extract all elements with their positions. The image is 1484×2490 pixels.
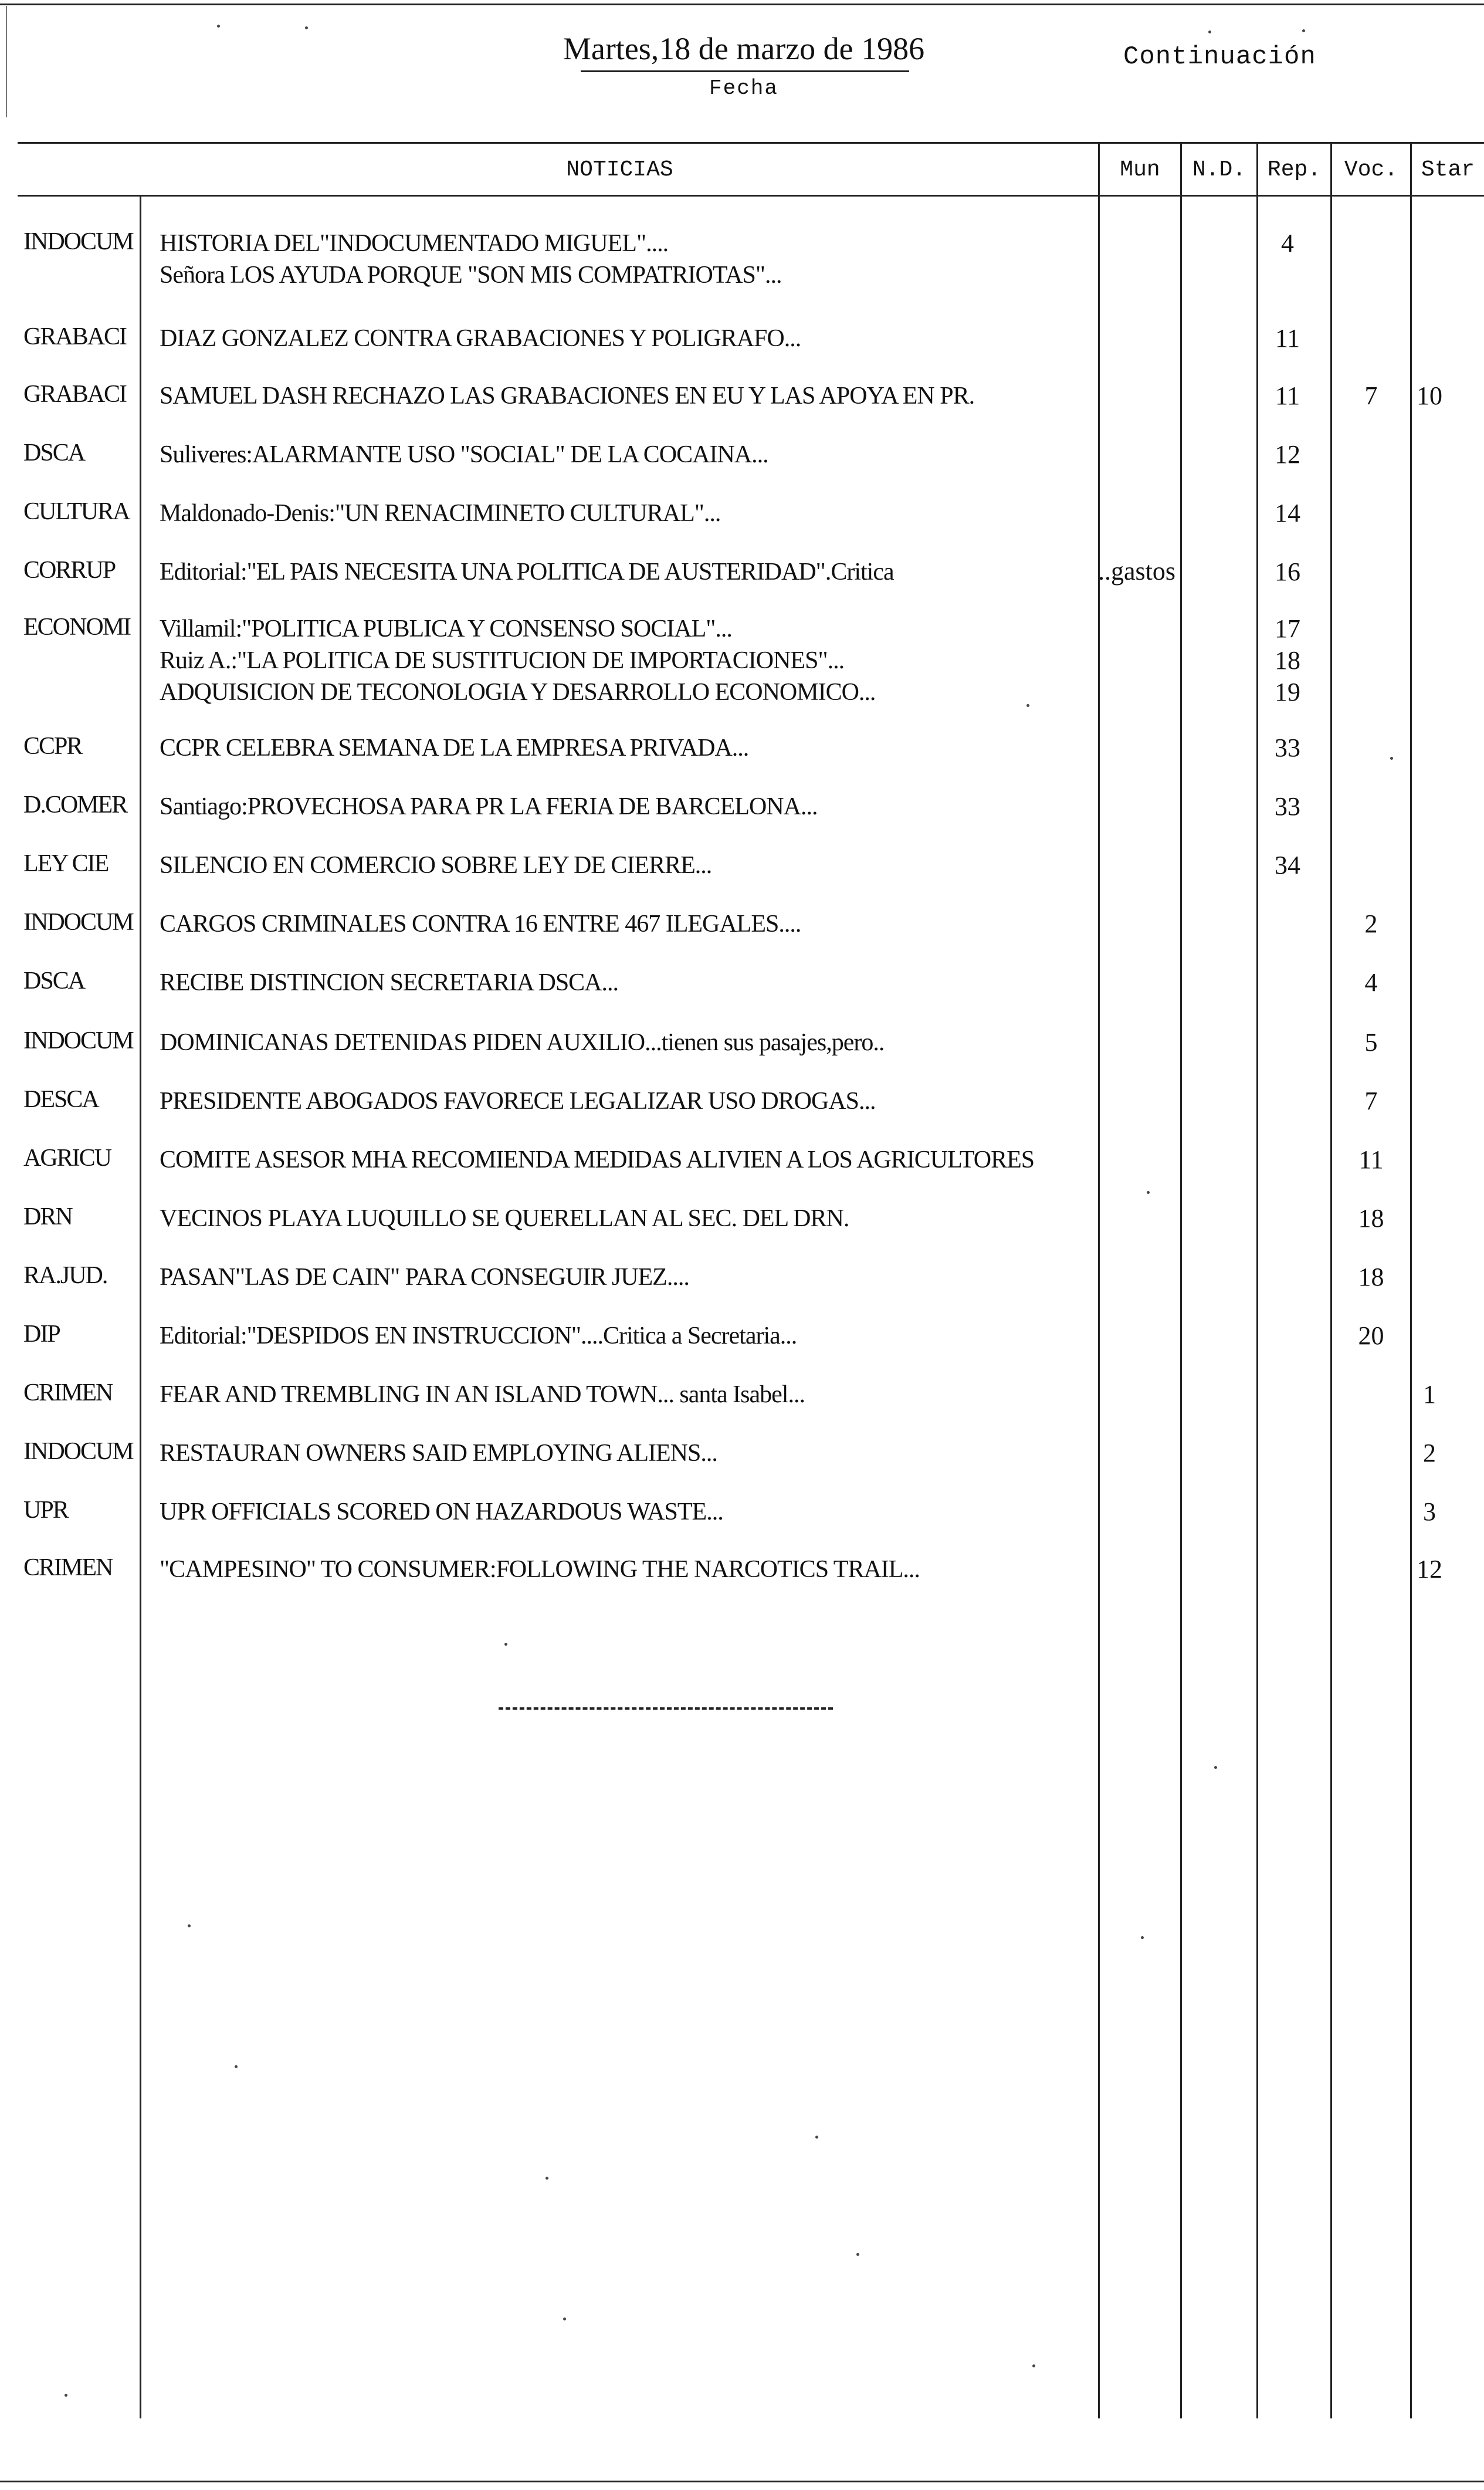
row-headline bbox=[160, 1203, 1098, 1234]
rep-page-number: 12 bbox=[1275, 440, 1300, 469]
rep-page-number: 11 bbox=[1275, 381, 1300, 410]
row-headline bbox=[160, 1379, 1098, 1410]
row-headline bbox=[160, 1144, 1098, 1176]
row-category: INDOCUM bbox=[23, 909, 133, 936]
row-category: DSCA bbox=[23, 967, 85, 994]
row-category: D.COMER bbox=[23, 791, 127, 818]
voc-page: 5 bbox=[1364, 1028, 1378, 1057]
rep-page bbox=[1258, 228, 1317, 259]
voc-column-header: Voc. bbox=[1344, 157, 1398, 182]
headline-line: COMITE ASESOR MHA RECOMIENDA MEDIDAS ALIVIEN A LOS AGRICULTORES bbox=[160, 1146, 1035, 1173]
star-page: 1 bbox=[1423, 1380, 1436, 1409]
row-headline bbox=[160, 908, 1098, 940]
nd-column-header: N.D. bbox=[1192, 157, 1246, 182]
row-category: CULTURA bbox=[23, 498, 130, 525]
headline-line: RECIBE DISTINCION SECRETARIA DSCA... bbox=[160, 969, 619, 996]
headline-line: Suliveres:ALARMANTE USO "SOCIAL" DE LA COCAINA... bbox=[160, 441, 768, 468]
headline-line: DOMINICANAS DETENIDAS PIDEN AUXILIO...tienen sus pasajes,pero.. bbox=[160, 1029, 885, 1056]
headline-line: "CAMPESINO" TO CONSUMER:FOLLOWING THE NARCOTICS TRAIL... bbox=[160, 1556, 920, 1583]
rep-page-number: 34 bbox=[1275, 851, 1300, 879]
voc-page: 18 bbox=[1358, 1204, 1384, 1233]
headline-line: UPR OFFICIALS SCORED ON HAZARDOUS WASTE... bbox=[160, 1498, 723, 1525]
row-category: DESCA bbox=[23, 1086, 99, 1113]
row-category: GRABACI bbox=[23, 381, 127, 408]
rep-page-number: 33 bbox=[1275, 792, 1300, 821]
row-headline bbox=[160, 380, 1098, 412]
scan-speck bbox=[1390, 757, 1393, 760]
date-heading: Martes,18 de marzo de 1986 bbox=[563, 31, 925, 66]
headline-line: Ruiz A.:"LA POLITICA DE SUSTITUCION DE IMPORTACIONES"... bbox=[160, 647, 845, 674]
voc-page: 4 bbox=[1364, 968, 1378, 997]
row-category: INDOCUM bbox=[23, 228, 133, 255]
voc-page: 7 bbox=[1364, 381, 1378, 410]
row-headline bbox=[160, 1085, 1098, 1117]
headline-line: CCPR CELEBRA SEMANA DE LA EMPRESA PRIVADA... bbox=[160, 735, 749, 762]
rep-page bbox=[1258, 791, 1317, 823]
scan-speck bbox=[815, 2136, 818, 2139]
row-category: UPR bbox=[23, 1497, 68, 1524]
headline-line: VECINOS PLAYA LUQUILLO SE QUERELLAN AL SEC. DEL DRN. bbox=[160, 1205, 849, 1232]
headline-line: PASAN"LAS DE CAIN" PARA CONSEGUIR JUEZ.... bbox=[160, 1264, 689, 1291]
bottom-border-line bbox=[0, 2481, 1484, 2482]
row-headline bbox=[160, 1554, 1098, 1585]
scan-speck bbox=[65, 2394, 67, 2397]
scan-speck bbox=[1208, 31, 1211, 33]
left-edge-mark bbox=[6, 6, 7, 117]
star-page: 10 bbox=[1417, 381, 1442, 410]
mun-column-divider bbox=[1098, 142, 1100, 2418]
star-page: 3 bbox=[1423, 1497, 1436, 1526]
rep-page-number: 17 bbox=[1275, 614, 1300, 643]
headline-line: PRESIDENTE ABOGADOS FAVORECE LEGALIZAR USO DROGAS... bbox=[160, 1088, 876, 1115]
star-page: 2 bbox=[1423, 1439, 1436, 1467]
row-category: CRIMEN bbox=[23, 1379, 113, 1406]
row-category: CCPR bbox=[23, 733, 82, 760]
scan-speck bbox=[217, 25, 220, 28]
row-headline bbox=[160, 323, 1098, 354]
noticias-column-header: NOTICIAS bbox=[566, 157, 673, 182]
rep-page-number: 4 bbox=[1281, 229, 1294, 258]
scan-speck bbox=[504, 1643, 507, 1646]
row-category: DRN bbox=[23, 1203, 72, 1230]
headline-line: Villamil:"POLITICA PUBLICA Y CONSENSO SOCIAL"... bbox=[160, 615, 732, 642]
row-headline bbox=[160, 556, 1098, 588]
row-category: CORRUP bbox=[23, 557, 116, 584]
rep-column-divider bbox=[1256, 142, 1258, 2418]
rep-page bbox=[1258, 556, 1317, 588]
star-column-divider bbox=[1410, 142, 1412, 2418]
row-headline bbox=[160, 732, 1098, 764]
headline-line: Editorial:"EL PAIS NECESITA UNA POLITICA DE AUSTERIDAD".Critica bbox=[160, 559, 894, 586]
voc-page: 18 bbox=[1358, 1263, 1384, 1291]
nd-column-divider bbox=[1180, 142, 1182, 2418]
voc-page: 2 bbox=[1364, 909, 1378, 938]
voc-page: 7 bbox=[1364, 1087, 1378, 1115]
row-category: LEY CIE bbox=[23, 850, 109, 877]
end-dashed-rule bbox=[499, 1707, 833, 1710]
table-top-rule bbox=[18, 142, 1484, 144]
row-category: INDOCUM bbox=[23, 1438, 133, 1465]
row-headline bbox=[160, 1261, 1098, 1293]
star-page: 12 bbox=[1417, 1555, 1442, 1584]
row-headline bbox=[160, 791, 1098, 823]
headline-line: SILENCIO EN COMERCIO SOBRE LEY DE CIERRE... bbox=[160, 852, 712, 879]
continuation-note: ..gastos bbox=[1098, 557, 1175, 586]
scan-speck bbox=[856, 2253, 859, 2256]
scan-speck bbox=[1302, 29, 1305, 32]
scan-speck bbox=[1214, 1766, 1217, 1769]
row-headline bbox=[160, 1027, 1098, 1058]
scan-speck bbox=[1147, 1191, 1150, 1194]
voc-page: 11 bbox=[1358, 1145, 1384, 1174]
headline-line: Editorial:"DESPIDOS EN INSTRUCCION"....Critica a Secretaria... bbox=[160, 1322, 797, 1349]
rep-column-header: Rep. bbox=[1267, 157, 1322, 182]
scan-speck bbox=[1141, 1936, 1144, 1939]
scan-speck bbox=[305, 26, 308, 29]
rep-page bbox=[1258, 498, 1317, 529]
rep-page bbox=[1258, 439, 1317, 471]
rep-page-number: 33 bbox=[1275, 733, 1300, 762]
row-headline bbox=[160, 1320, 1098, 1352]
voc-page: 20 bbox=[1358, 1321, 1384, 1350]
row-category: AGRICU bbox=[23, 1145, 111, 1172]
rep-page-number: 14 bbox=[1275, 499, 1300, 527]
headline-line: Señora LOS AYUDA PORQUE "SON MIS COMPATRIOTAS"... bbox=[160, 262, 782, 289]
row-category: ECONOMI bbox=[23, 614, 130, 641]
scan-speck bbox=[1026, 704, 1029, 707]
rep-page-number: 18 bbox=[1275, 646, 1300, 675]
rep-page bbox=[1258, 732, 1317, 764]
row-category: INDOCUM bbox=[23, 1027, 133, 1054]
scan-speck bbox=[235, 2065, 238, 2068]
headline-line: Maldonado-Denis:"UN RENACIMINETO CULTURAL"... bbox=[160, 500, 721, 527]
rep-page-number: 11 bbox=[1275, 324, 1300, 353]
scan-speck bbox=[546, 2177, 548, 2180]
row-headline bbox=[160, 967, 1098, 999]
scan-speck bbox=[1032, 2364, 1035, 2367]
rep-page bbox=[1258, 850, 1317, 881]
row-category: DIP bbox=[23, 1321, 60, 1348]
row-category: RA.JUD. bbox=[23, 1262, 107, 1289]
row-category: CRIMEN bbox=[23, 1554, 113, 1581]
headline-line: FEAR AND TREMBLING IN AN ISLAND TOWN... santa Isabel... bbox=[160, 1381, 805, 1408]
headline-line: CARGOS CRIMINALES CONTRA 16 ENTRE 467 ILEGALES.... bbox=[160, 911, 801, 938]
rep-page bbox=[1258, 613, 1317, 708]
row-headline bbox=[160, 498, 1098, 529]
row-category: DSCA bbox=[23, 439, 85, 466]
table-header-rule bbox=[18, 195, 1484, 197]
row-headline bbox=[160, 1437, 1098, 1469]
headline-line: ADQUISICION DE TECONOLOGIA Y DESARROLLO ECONOMICO... bbox=[160, 679, 876, 706]
top-border-line bbox=[0, 4, 1484, 5]
row-category: GRABACI bbox=[23, 323, 127, 350]
row-headline bbox=[160, 613, 1098, 708]
rep-page bbox=[1258, 380, 1317, 412]
row-headline bbox=[160, 228, 1098, 291]
rep-page bbox=[1258, 323, 1317, 354]
continuation-label: Continuación bbox=[1123, 42, 1316, 72]
row-headline bbox=[160, 1496, 1098, 1528]
rep-page-number: 16 bbox=[1275, 557, 1300, 586]
scan-speck bbox=[188, 1924, 191, 1927]
scan-speck bbox=[563, 2318, 566, 2320]
row-headline bbox=[160, 850, 1098, 881]
date-label: Fecha bbox=[709, 76, 779, 100]
headline-line: Santiago:PROVECHOSA PARA PR LA FERIA DE BARCELONA... bbox=[160, 793, 818, 820]
rep-page-number: 19 bbox=[1275, 678, 1300, 706]
mun-column-header: Mun bbox=[1120, 157, 1160, 182]
date-underline bbox=[581, 70, 909, 72]
headline-line: SAMUEL DASH RECHAZO LAS GRABACIONES EN EU Y LAS APOYA EN PR. bbox=[160, 383, 975, 410]
headline-line: RESTAURAN OWNERS SAID EMPLOYING ALIENS... bbox=[160, 1440, 717, 1467]
headline-line: DIAZ GONZALEZ CONTRA GRABACIONES Y POLIGRAFO... bbox=[160, 325, 801, 352]
row-headline bbox=[160, 439, 1098, 471]
star-column-header: Star bbox=[1421, 157, 1475, 182]
headline-line: HISTORIA DEL"INDOCUMENTADO MIGUEL".... bbox=[160, 230, 669, 257]
category-column-divider bbox=[140, 195, 141, 2418]
